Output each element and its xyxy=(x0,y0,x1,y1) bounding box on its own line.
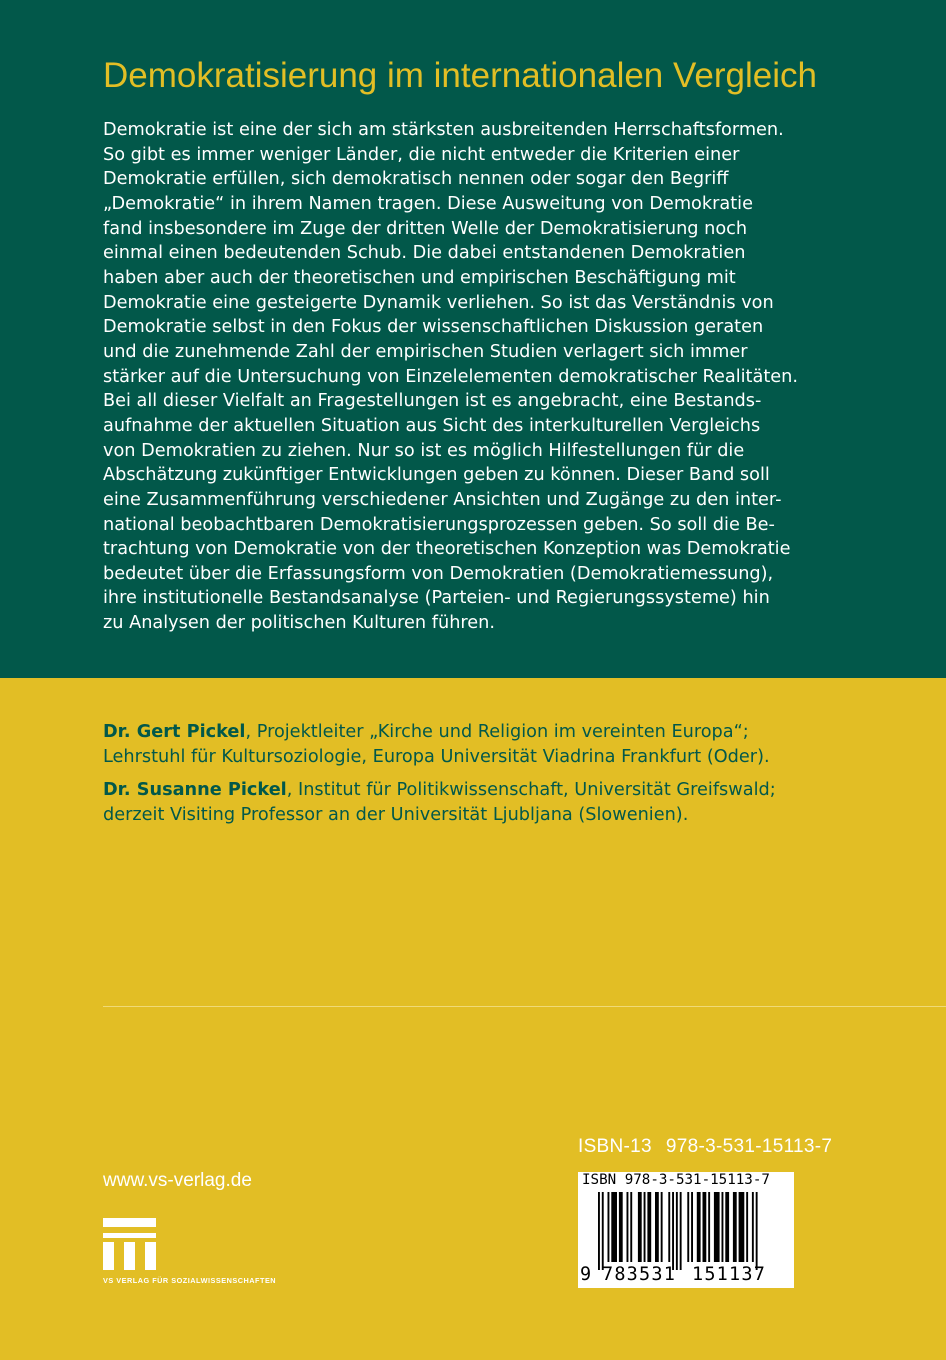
publisher-logo-text: VS VERLAG FÜR SOZIALWISSENSCHAFTEN xyxy=(103,1276,277,1285)
barcode-bar xyxy=(708,1192,710,1262)
author-bio xyxy=(103,778,933,828)
barcode-bar xyxy=(672,1192,674,1270)
blurb-line: Demokratie selbst in den Fokus der wissenschaftlichen Diskussion geraten xyxy=(103,317,764,338)
barcode-digit-group-left: 783531 xyxy=(602,1264,677,1285)
author-bio xyxy=(103,720,933,770)
barcode-bar xyxy=(680,1192,682,1270)
blurb-line: von Demokratien zu ziehen. Nur so ist es möglich Hilfestellungen für die xyxy=(103,440,745,461)
author-name: Dr. Susanne Pickel xyxy=(103,780,287,800)
barcode-bar xyxy=(611,1192,617,1262)
author-bio-line xyxy=(103,778,933,803)
barcode-bar xyxy=(619,1192,623,1262)
author-bio-line: derzeit Visiting Professor an der Universität Ljubljana (Slowenien). xyxy=(103,805,689,825)
barcode-bar xyxy=(638,1192,642,1262)
barcode-bar xyxy=(714,1192,720,1262)
blurb-line: Demokratie erfüllen, sich demokratisch nennen oder sogar den Begriff xyxy=(103,169,729,190)
barcode-bar xyxy=(668,1192,670,1262)
publisher-logo xyxy=(103,1218,323,1288)
barcode-bar xyxy=(655,1192,659,1262)
publisher-logo-icon xyxy=(103,1218,156,1270)
barcode-bar xyxy=(725,1192,729,1262)
isbn-number: 978-3-531-15113-7 xyxy=(665,1136,833,1157)
blurb-line: einmal einen bedeutenden Schub. Die dabei entstandenen Demokratien xyxy=(103,243,746,264)
author-bios xyxy=(103,720,933,836)
barcode-bar xyxy=(697,1192,701,1262)
blurb-line: Demokratie eine gesteigerte Dynamik verliehen. So ist das Verständnis von xyxy=(103,292,774,313)
isbn-label: ISBN-13 xyxy=(578,1136,652,1157)
blurb-line: Demokratie ist eine der sich am stärksten ausbreitenden Herrschaftsformen. xyxy=(103,120,784,140)
barcode-bar xyxy=(752,1192,754,1262)
author-bio-line xyxy=(103,720,933,745)
barcode-bar xyxy=(746,1192,748,1262)
barcode-bar xyxy=(644,1192,646,1262)
blurb-line: und die zunehmende Zahl der empirischen Studien verlagert sich immer xyxy=(103,341,748,362)
barcode-bar xyxy=(733,1192,737,1262)
barcode-bar xyxy=(676,1192,678,1270)
barcode-bar xyxy=(703,1192,707,1262)
author-affiliation: , Institut für Politikwissenschaft, Universität Greifswald; xyxy=(286,780,776,800)
blurb-line: zu Analysen der politischen Kulturen führen. xyxy=(103,613,495,634)
barcode-bar xyxy=(627,1192,629,1262)
blurb-line: Bei all dieser Vielfalt an Fragestellungen ist es angebracht, eine Bestands- xyxy=(103,391,762,412)
barcode-bar xyxy=(739,1192,745,1262)
author-bio-line: Lehrstuhl für Kultursoziologie, Europa Universität Viadrina Frankfurt (Oder). xyxy=(103,747,770,767)
author-affiliation: , Projektleiter „Kirche und Religion im vereinten Europa“; xyxy=(245,722,749,742)
barcode-bar xyxy=(756,1192,758,1270)
barcode-digit-group-right: 151137 xyxy=(692,1264,767,1285)
blurb-line: haben aber auch der theoretischen und empirischen Beschäftigung mit xyxy=(103,267,736,288)
barcode-caption: ISBN 978-3-531-15113-7 xyxy=(582,1172,770,1188)
blurb-line: fand insbesondere im Zuge der dritten Welle der Demokratisierung noch xyxy=(103,218,748,239)
barcode-bar xyxy=(687,1192,689,1262)
barcode-bar xyxy=(647,1192,651,1262)
blurb-line: national beobachtbaren Demokratisierungsprozessen geben. So soll die Be- xyxy=(103,514,775,535)
blurb-line: aufnahme der aktuellen Situation aus Sicht des interkulturellen Vergleichs xyxy=(103,415,761,436)
divider-line xyxy=(103,1006,946,1007)
blurb-line: Abschätzung zukünftiger Entwicklungen geben zu können. Dieser Band soll xyxy=(103,465,770,486)
barcode-bar xyxy=(691,1192,693,1262)
barcode-bar xyxy=(630,1192,632,1262)
barcode-bar xyxy=(661,1192,663,1262)
barcode-bar xyxy=(598,1192,600,1270)
blurb-line: eine Zusammenführung verschiedener Ansichten und Zugänge zu den inter- xyxy=(103,489,782,510)
blurb-line: trachtung von Demokratie von der theoretischen Konzeption was Demokratie xyxy=(103,539,791,560)
blurb-line: stärker auf die Untersuchung von Einzelelementen demokratischer Realitäten. xyxy=(103,366,798,387)
barcode-bar xyxy=(722,1192,724,1262)
blurb-line: bedeutet über die Erfassungsform von Demokratien (Demokratiemessung), xyxy=(103,563,774,584)
book-blurb xyxy=(103,118,933,636)
book-title: Demokratisierung im internationalen Vergleich xyxy=(103,56,817,95)
blurb-line: ihre institutionelle Bestandsanalyse (Parteien- und Regierungssysteme) hin xyxy=(103,588,770,609)
isbn-line xyxy=(578,1136,832,1158)
barcode-bar xyxy=(608,1192,610,1262)
description-panel xyxy=(0,0,946,678)
isbn-barcode xyxy=(578,1172,794,1288)
blurb-line: So gibt es immer weniger Länder, die nicht entweder die Kriterien einer xyxy=(103,144,740,165)
barcode-bar xyxy=(602,1192,604,1270)
barcode-digit-prefix: 9 xyxy=(580,1264,593,1285)
blurb-line: „Demokratie“ in ihrem Namen tragen. Diese Ausweitung von Demokratie xyxy=(103,193,753,214)
author-name: Dr. Gert Pickel xyxy=(103,722,246,742)
publisher-website: www.vs-verlag.de xyxy=(103,1170,252,1191)
